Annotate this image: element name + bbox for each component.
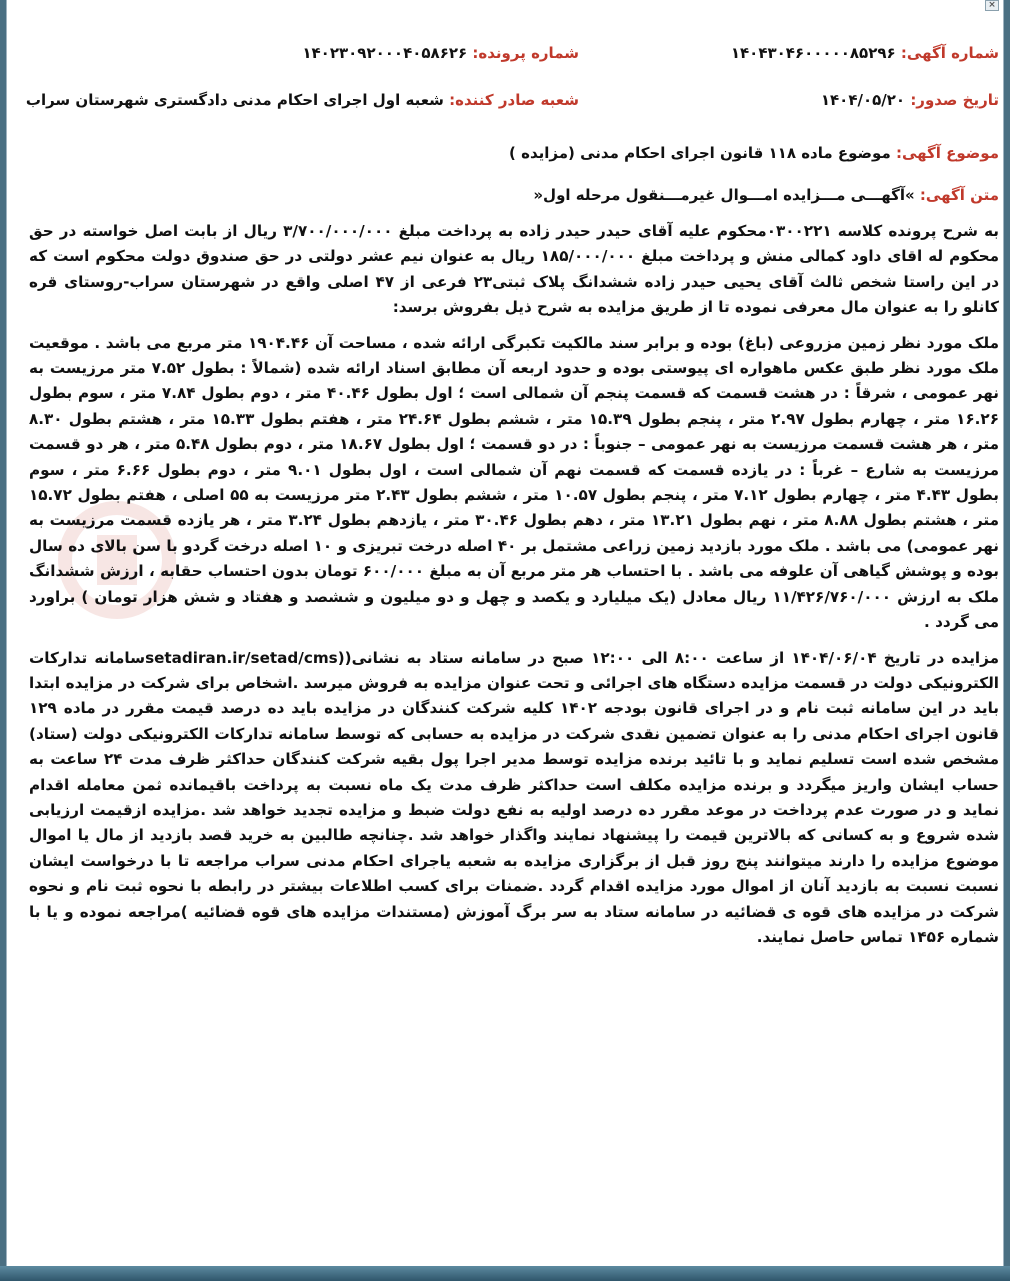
notice-document bbox=[25, 34, 1000, 950]
notice-number-value: ۱۴۰۴۳۰۴۶۰۰۰۰۰۸۵۲۹۶ bbox=[730, 44, 896, 62]
close-icon[interactable]: × bbox=[985, 0, 999, 11]
notice-number-label: شماره آگهی: bbox=[900, 44, 999, 62]
body-label: متن آگهی: bbox=[919, 186, 999, 204]
header-row-1 bbox=[29, 42, 999, 64]
file-number bbox=[302, 42, 579, 64]
subject-row bbox=[29, 142, 999, 164]
body-title: »آگهـــی مـــزایده امـــوال غیرمـــنقول مرحله اول« bbox=[533, 186, 915, 204]
document-panel bbox=[6, 0, 1004, 1266]
issuing-branch-label: شعبه صادر کننده: bbox=[449, 91, 579, 109]
paragraph-3: مزایده در تاریخ ۱۴۰۴/۰۶/۰۴ از ساعت ۸:۰۰ الی ۱۲:۰۰ صبح در سامانه ستاد به نشانی((setadiran.ir/setad/cmsسامانه تدارکات الکترونیکی دولت در قسمت مزایده دستگاه های اجرائی و تحت عنوان مزایده به فروش میرسد .اشخاص برای شرکت در مزایده ابتدا باید در این سامانه ثبت نام و در اجرای قانون بودجه ۱۴۰۲ کلیه شرکت کنندگان در مزایده باید ده درصد قیمت مقرر در ماده ۱۲۹ قانون اجرای احکام مدنی را به عنوان تضمین نقدی شرکت در مزایده به حسابی که توسط سامانه تدارکات الکترونیکی دولت (ستاد) مشخص شده است تسلیم نماید و با تائید برنده مزایده توسط مدیر اجرا پول بقیه شرکت کنندگان حداکثر ظرف مدت ۲۴ ساعت به حساب ایشان واریز میگردد و برنده مزایده مکلف است حداکثر ظرف مدت یک ماه نسبت به پرداخت باقیمانده ثمن معامله اقدام نماید و در صورت عدم پرداخت در موعد مقرر ده درصد اولیه به نفع دولت ضبط و مزایده تجدید خواهد شد .مزایده ازقیمت ارزیابی شده شروع و به کسانی که بالاترین قیمت را پیشنهاد نمایند واگذار خواهد شد .چنانچه طالبین به خرید قصد بازدید از مال یا اموال موضوع مزایده را دارند میتوانند پنج روز قبل از برگزاری مزایده به شعبه یاجرای احکام مدنی سراب مراجعه تا با درخواست ایشان نسبت نسبت به بازدید آنان از اموال مورد مزایده اقدام گردد .ضمنات برای کسب اطلاعات بیشتر در رابطه با نحوه ثبت نام و نحوه شرکت در مزایده های قوه ی قضائیه در سامانه ستاد به سر برگ آموزش (مستندات مزایده های قوه قضائیه )مراجعه نموده و یا با شماره ۱۴۵۶ تماس حاصل نمایند. bbox=[29, 648, 999, 946]
paragraph-1: به شرح پرونده کلاسه ۰۳۰۰۲۲۱محکوم علیه آقای حیدر حیدر زاده به پرداخت مبلغ ۳/۷۰۰/۰۰۰/۰۰۰ ریال از بابت اصل خواسته در حق محکوم له اقای داود کمالی منش و پرداخت مبلغ ۱۸۵/۰۰۰/۰۰۰ ریال به عنوان نیم عشر دولتی در حق صندوق دولت محکوم است که در این راستا شخص ثالث آقای یحیی حیدر زاده ششدانگ پلاک ثبتی۲۳ فرعی از ۴۷ اصلی واقع در شهرستان سراب-روستای قره کانلو را به عنوان مال معرفی نموده تا از طریق مزایده به شرح ذیل بفروش برسد: bbox=[29, 222, 1000, 317]
paragraph-2: ملک مورد نظر زمین مزروعی (باغ) بوده و برابر سند مالکیت تکبرگی ارائه شده ، مساحت آن ۱۹۰۴.۴۶ متر مربع می باشد . موقعیت ملک مورد نظر طبق عکس ماهواره ای پیوستی بوده و حدود اربعه آن مطابق اسناد ارائه شده (شمالاً : بطول ۷.۵۲ متر مرزیست به نهر عمومی ، شرقاً : در هشت قسمت که قسمت پنجم آن شمالی است ؛ اول بطول ۴۰.۴۶ متر ، دوم بطول ۷.۸۴ متر ، سوم بطول ۱۶.۲۶ متر ، چهارم بطول ۲.۹۷ متر ، پنجم بطول ۱۵.۳۹ متر ، ششم بطول ۲۴.۶۴ متر ، هفتم بطول ۱۵.۳۳ متر ، هشتم بطول ۸.۳۰ متر ، هر هشت قسمت مرزیست به نهر عمومی – جنوباً : در دو قسمت ؛ اول بطول ۱۸.۶۷ متر ، دوم بطول ۵.۴۸ متر ، هر دو قسمت مرزیست به شارع – غرباً : در یازده قسمت که قسمت نهم آن شمالی است ، اول بطول ۹.۰۱ متر ، دوم بطول ۶.۶۶ متر ، سوم بطول ۴.۴۳ متر ، چهارم بطول ۷.۱۲ متر ، پنجم بطول ۱۰.۵۷ متر ، ششم بطول ۲.۴۳ متر مرزیست به ۵۵ اصلی ، هفتم بطول ۱۵.۷۲ متر ، هشتم بطول ۸.۸۸ متر ، نهم بطول ۱۳.۲۱ متر ، دهم بطول ۳۰.۴۶ متر ، یازدهم بطول ۳.۲۴ متر ، هر یازده قسمت مرزیست به نهر عمومی) می باشد . ملک مورد بازدید زمین زراعی مشتمل بر ۴۰ اصله درخت تبریزی و ۱۰ اصله درخت گردو با سن بالای ده سال بوده و پوشش گیاهی آن علوفه می باشد . با احتساب هر متر مربع آن به مبلغ ۶۰۰/۰۰۰ تومان بدون احتساب حقابه ، ارزش ششدانگ ملک به ارزش ۱۱/۴۲۶/۷۶۰/۰۰۰ ریال معادل (یک میلیارد و یکصد و چهل و دو میلیون و ششصد و هفتاد و شش هزار تومان ) براورد می گردد . bbox=[29, 333, 1000, 632]
header-row-2 bbox=[25, 89, 999, 111]
file-number-label: شماره پرونده: bbox=[472, 44, 579, 62]
issue-date-label: تاریخ صدور: bbox=[910, 91, 999, 109]
bottom-bar bbox=[0, 1266, 1010, 1281]
issuing-branch bbox=[26, 89, 579, 111]
subject-label: موضوع آگهی: bbox=[895, 144, 999, 162]
issue-date-value: ۱۴۰۴/۰۵/۲۰ bbox=[820, 91, 906, 109]
body-title-row bbox=[29, 184, 999, 206]
issuing-branch-value: شعبه اول اجرای احکام مدنی دادگستری شهرستان سراب bbox=[25, 91, 444, 109]
notice-number bbox=[731, 42, 999, 64]
issue-date bbox=[821, 89, 999, 111]
subject-value: موضوع ماده ۱۱۸ قانون اجرای احکام مدنی (مزایده ) bbox=[509, 144, 891, 162]
file-number-value: ۱۴۰۲۳۰۹۲۰۰۰۴۰۵۸۶۲۶ bbox=[302, 44, 468, 62]
